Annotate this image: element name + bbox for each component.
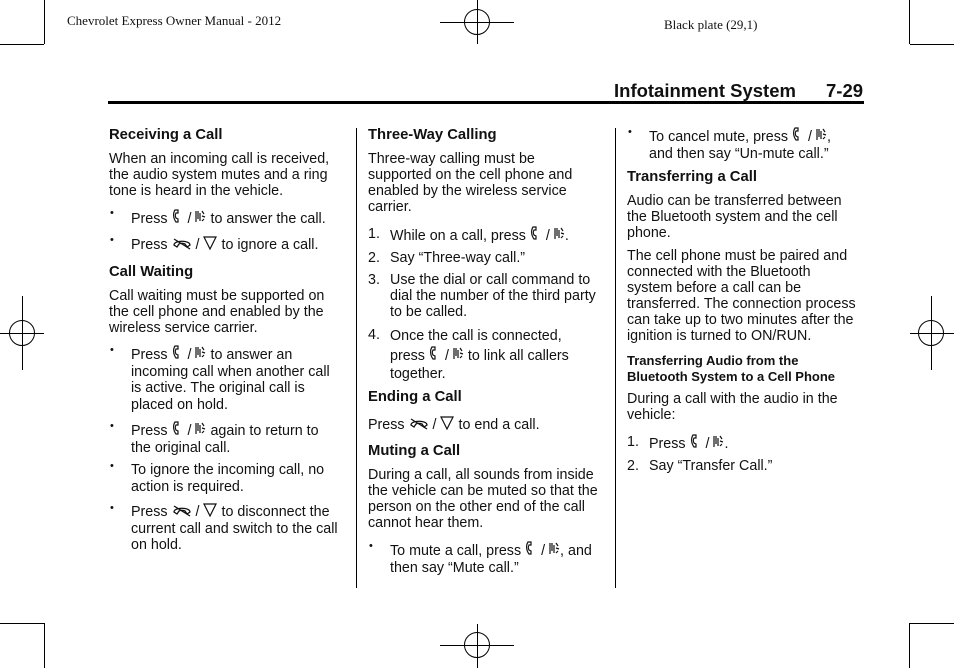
phone-icon: [530, 226, 542, 241]
voice-icon: [195, 209, 206, 224]
list-item: To mute a call, press / , and then say “Mute call.”: [390, 543, 592, 576]
voice-icon: [453, 346, 464, 361]
audio-paragraph: During a call with the audio in the vehicle:: [627, 391, 838, 423]
bullet: •: [110, 207, 114, 219]
column-divider: [615, 128, 616, 588]
voice-icon: [195, 345, 206, 360]
heading-transfer: Transferring a Call: [627, 169, 757, 185]
list-item: To ignore the incoming call, no action is required.: [131, 462, 325, 495]
list-item: Press / to answer an incoming call when another call is active. The original call is placed on hold.: [131, 347, 330, 413]
mute-icon: [440, 416, 454, 430]
heading-threeway: Three-Way Calling: [368, 127, 497, 143]
ending-paragraph: Press / to end a call.: [368, 417, 540, 433]
heading-transfer-audio: Transferring Audio from the Bluetooth System to a Cell Phone: [627, 353, 836, 384]
end-call-icon: [409, 417, 429, 430]
end-call-icon: [172, 237, 192, 250]
phone-icon: [172, 421, 184, 436]
end-call-icon: [172, 504, 192, 517]
bullet: •: [110, 344, 114, 356]
bullet: •: [110, 502, 114, 514]
transfer-paragraph-1: Audio can be transferred between the Bluetooth system and the cell phone.: [627, 193, 842, 241]
mute-icon: [203, 236, 217, 250]
voice-icon: [554, 226, 565, 241]
heading-muting: Muting a Call: [368, 443, 461, 459]
list-item: Press / to disconnect the current call and switch to the call on hold.: [131, 504, 338, 553]
page-number: 7-29: [826, 80, 864, 101]
plate-label: Black plate (29,1): [664, 17, 758, 32]
phone-icon: [525, 541, 537, 556]
step-number: 4.: [368, 327, 380, 343]
bullet: •: [110, 234, 114, 246]
phone-icon: [429, 346, 441, 361]
bullet: •: [628, 126, 632, 138]
step: While on a call, press / .: [390, 228, 569, 244]
step-number: 2.: [368, 250, 380, 266]
bullet: •: [110, 420, 114, 432]
mute-icon: [203, 503, 217, 517]
column-divider: [356, 128, 357, 588]
phone-icon: [792, 127, 804, 142]
phone-icon: [172, 209, 184, 224]
voice-icon: [195, 421, 206, 436]
waiting-paragraph: Call waiting must be supported on the cell phone and enabled by the wireless service carrier.: [109, 288, 325, 336]
list-item: Press / to answer the call.: [131, 211, 326, 227]
step-number: 3.: [368, 272, 380, 288]
phone-icon: [172, 345, 184, 360]
step-number: 1.: [627, 434, 639, 450]
step: Press / .: [649, 436, 729, 452]
list-item: Press / again to return to the original call.: [131, 423, 319, 456]
step-number: 2.: [627, 458, 639, 474]
step: Say “Transfer Call.”: [649, 458, 773, 474]
step: Say “Three-way call.”: [390, 250, 526, 266]
threeway-paragraph: Three-way calling must be supported on the cell phone and enabled by the wireless service carrier.: [368, 151, 573, 215]
voice-icon: [816, 127, 827, 142]
list-item: Press / to ignore a call.: [131, 237, 319, 253]
voice-icon: [549, 541, 560, 556]
bullet: •: [369, 540, 373, 552]
header-rule: [108, 101, 864, 104]
step: Once the call is connected, press / to link all callers together.: [390, 328, 569, 382]
heading-ending: Ending a Call: [368, 389, 462, 405]
manual-title: Chevrolet Express Owner Manual - 2012: [67, 13, 282, 28]
list-item: To cancel mute, press / , and then say “Un-mute call.”: [649, 129, 831, 162]
section-title: Infotainment System: [614, 80, 796, 101]
heading-receiving: Receiving a Call: [109, 127, 223, 143]
step-number: 1.: [368, 226, 380, 242]
transfer-paragraph-2: The cell phone must be paired and connected with the Bluetooth system before a call can be transferred. The connection process can take up to two minutes after the ignition is turned to ON/RUN.: [627, 248, 856, 344]
phone-icon: [690, 434, 702, 449]
muting-paragraph: During a call, all sounds from inside the vehicle can be muted so that the person on the other end of the call cannot hear them.: [368, 467, 598, 531]
receiving-paragraph: When an incoming call is received, the audio system mutes and a ring tone is heard in the vehicle.: [109, 151, 330, 199]
step: Use the dial or call command to dial the number of the third party to be called.: [390, 272, 596, 320]
heading-waiting: Call Waiting: [109, 264, 194, 280]
bullet: •: [110, 460, 114, 472]
voice-icon: [713, 434, 724, 449]
